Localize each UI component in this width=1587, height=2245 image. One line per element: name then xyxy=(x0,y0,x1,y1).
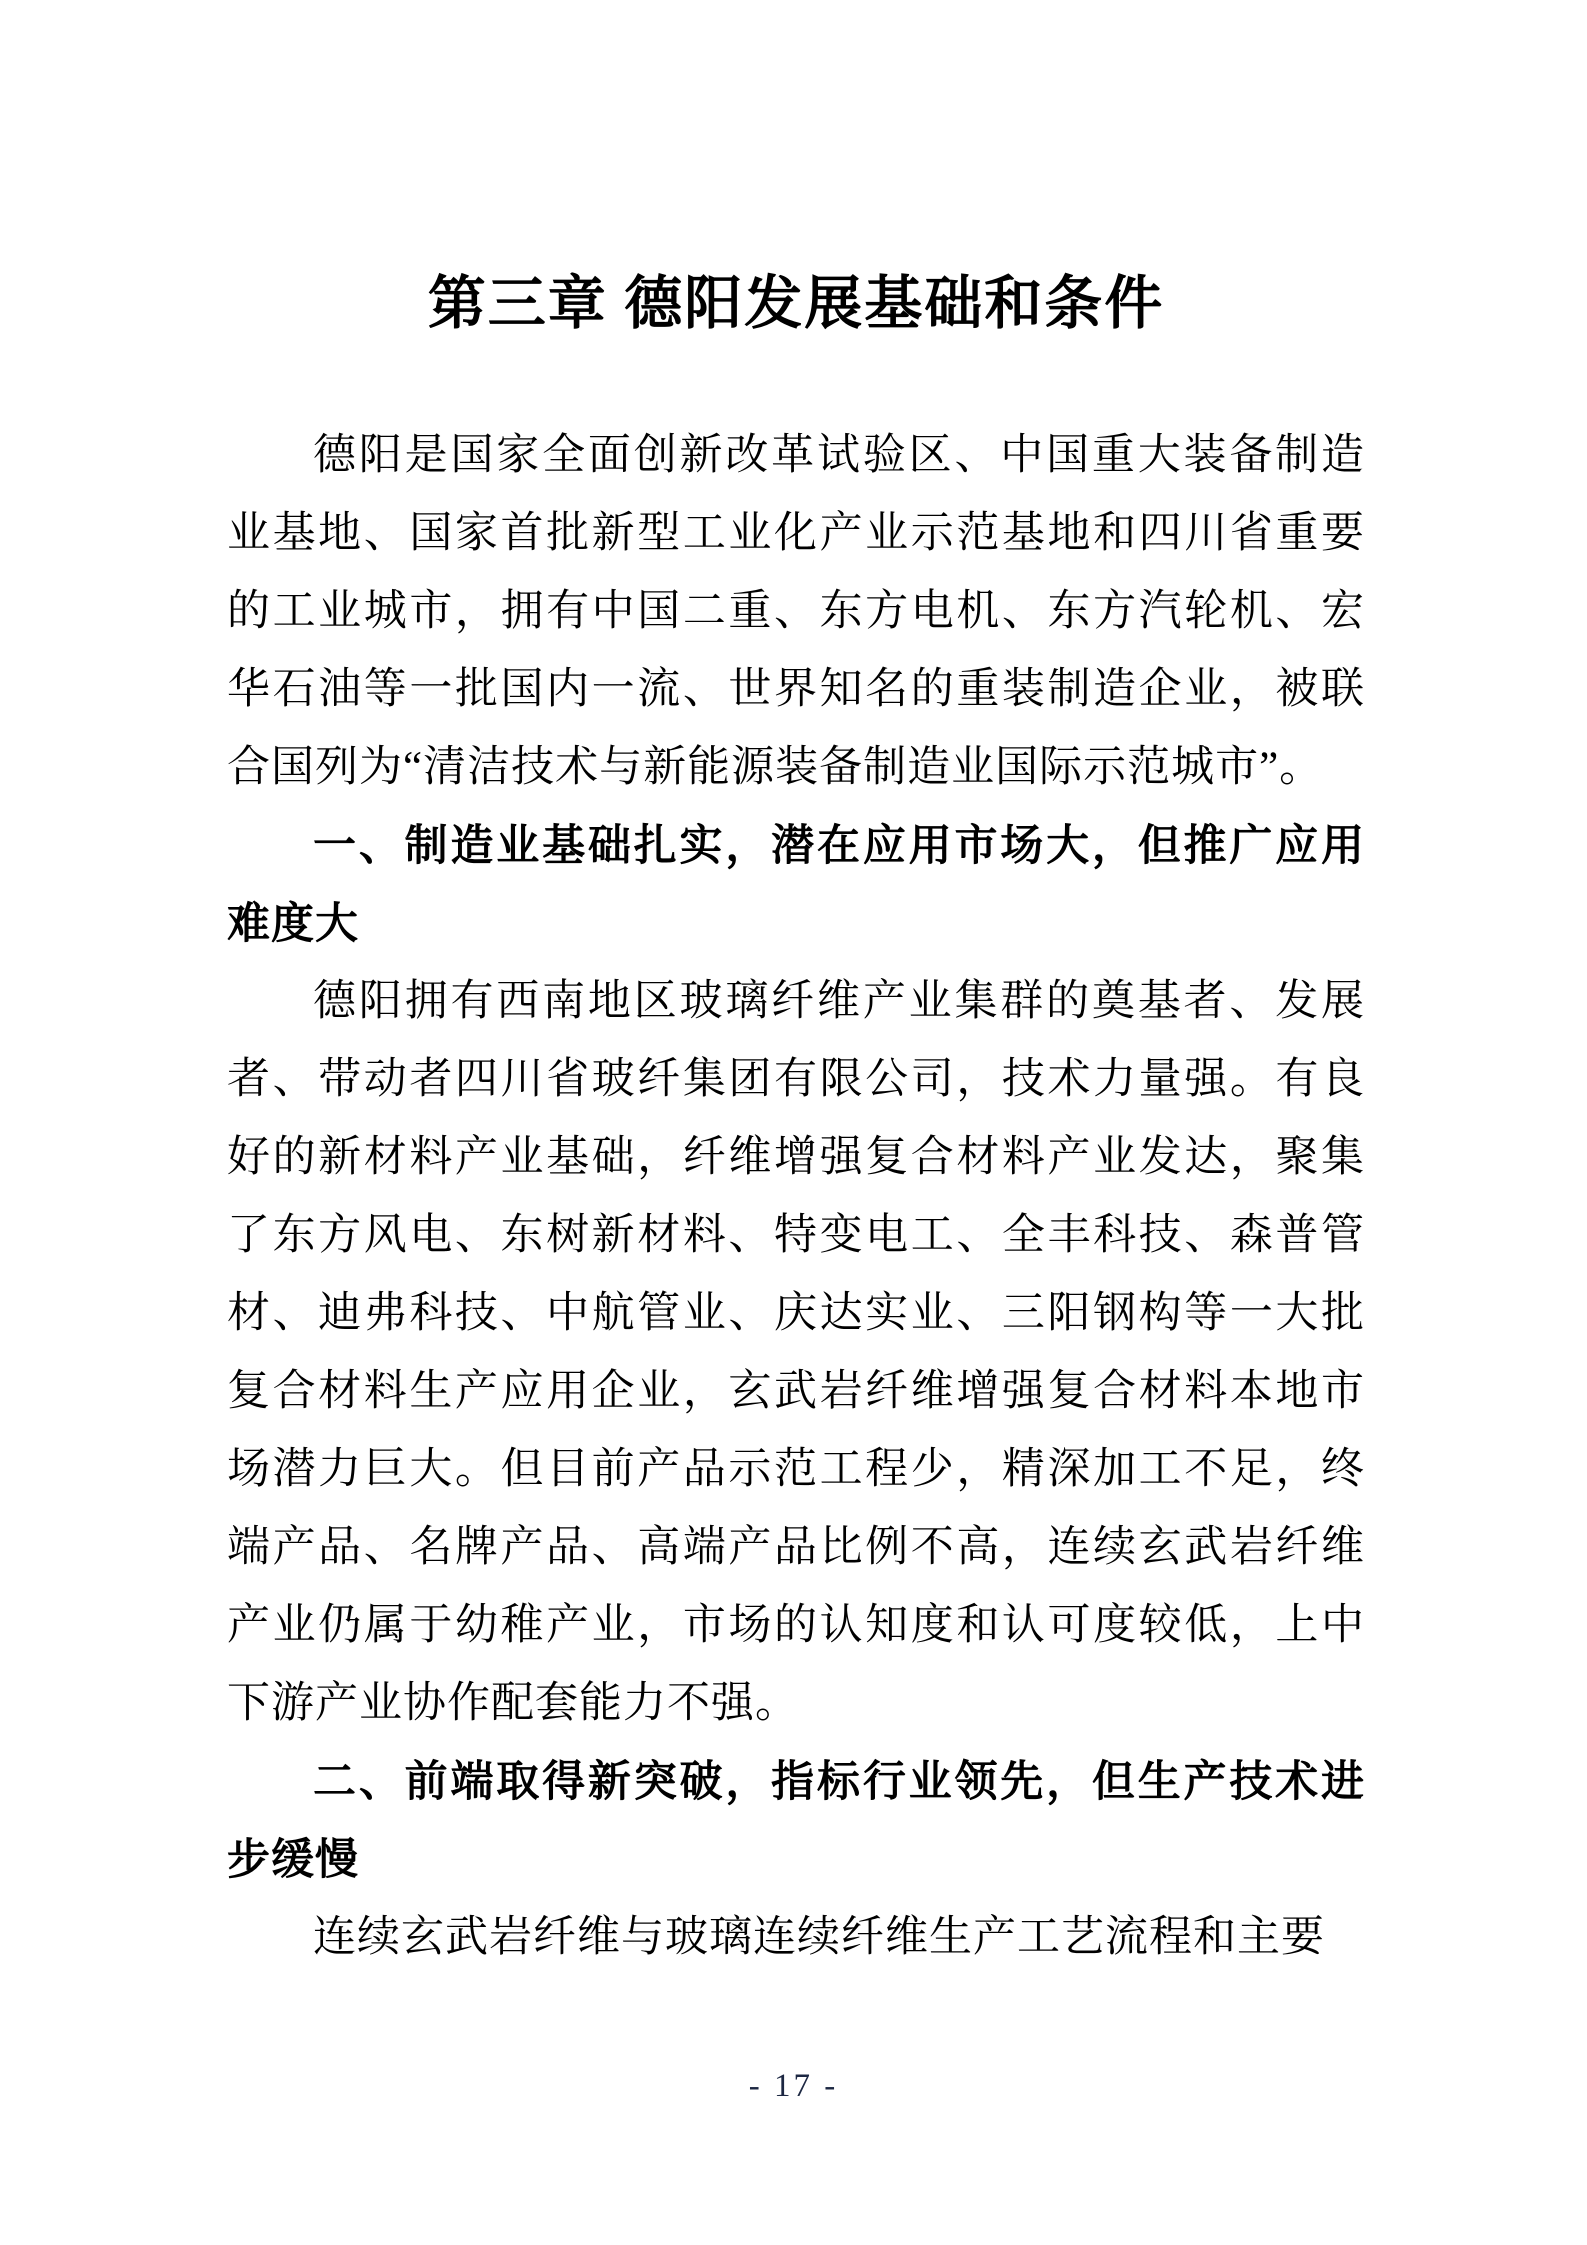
text-column xyxy=(227,268,1365,1977)
section-heading-1: 一、制造业基础扎实，潜在应用市场大，但推广应用难度大 xyxy=(227,821,1365,948)
chapter-title: 第三章 德阳发展基础和条件 xyxy=(427,271,1165,336)
section-heading-2: 二、前端取得新突破，指标行业领先，但生产技术进步缓慢 xyxy=(227,1757,1365,1884)
paragraph-section-1: 德阳拥有西南地区玻璃纤维产业集群的奠基者、发展者、带动者四川省玻纤集团有限公司，技术力量强。有良好的新材料产业基础，纤维增强复合材料产业发达，聚集了东方风电、东树新材料、特变电工、全丰科技、森普管材、迪弗科技、中航管业、庆达实业、三阳钢构等一大批复合材料生产应用企业，玄武岩纤维增强复合材料本地市场潜力巨大。但目前产品示范工程少，精深加工不足，终端产品、名牌产品、高端产品比例不高，连续玄武岩纤维产业仍属于幼稚产业，市场的认知度和认可度较低，上中下游产业协作配套能力不强。 xyxy=(227,977,1365,1727)
page-number: - 17 - xyxy=(748,2068,839,2104)
paragraph-section-2: 连续玄武岩纤维与玻璃连续纤维生产工艺流程和主要 xyxy=(313,1913,1325,1961)
paragraph-intro: 德阳是国家全面创新改革试验区、中国重大装备制造业基地、国家首批新型工业化产业示范基地和四川省重要的工业城市，拥有中国二重、东方电机、东方汽轮机、宏华石油等一批国内一流、世界知名的重装制造企业，被联合国列为“清洁技术与新能源装备制造业国际示范城市”。 xyxy=(227,431,1365,791)
page-footer xyxy=(0,2068,1587,2105)
